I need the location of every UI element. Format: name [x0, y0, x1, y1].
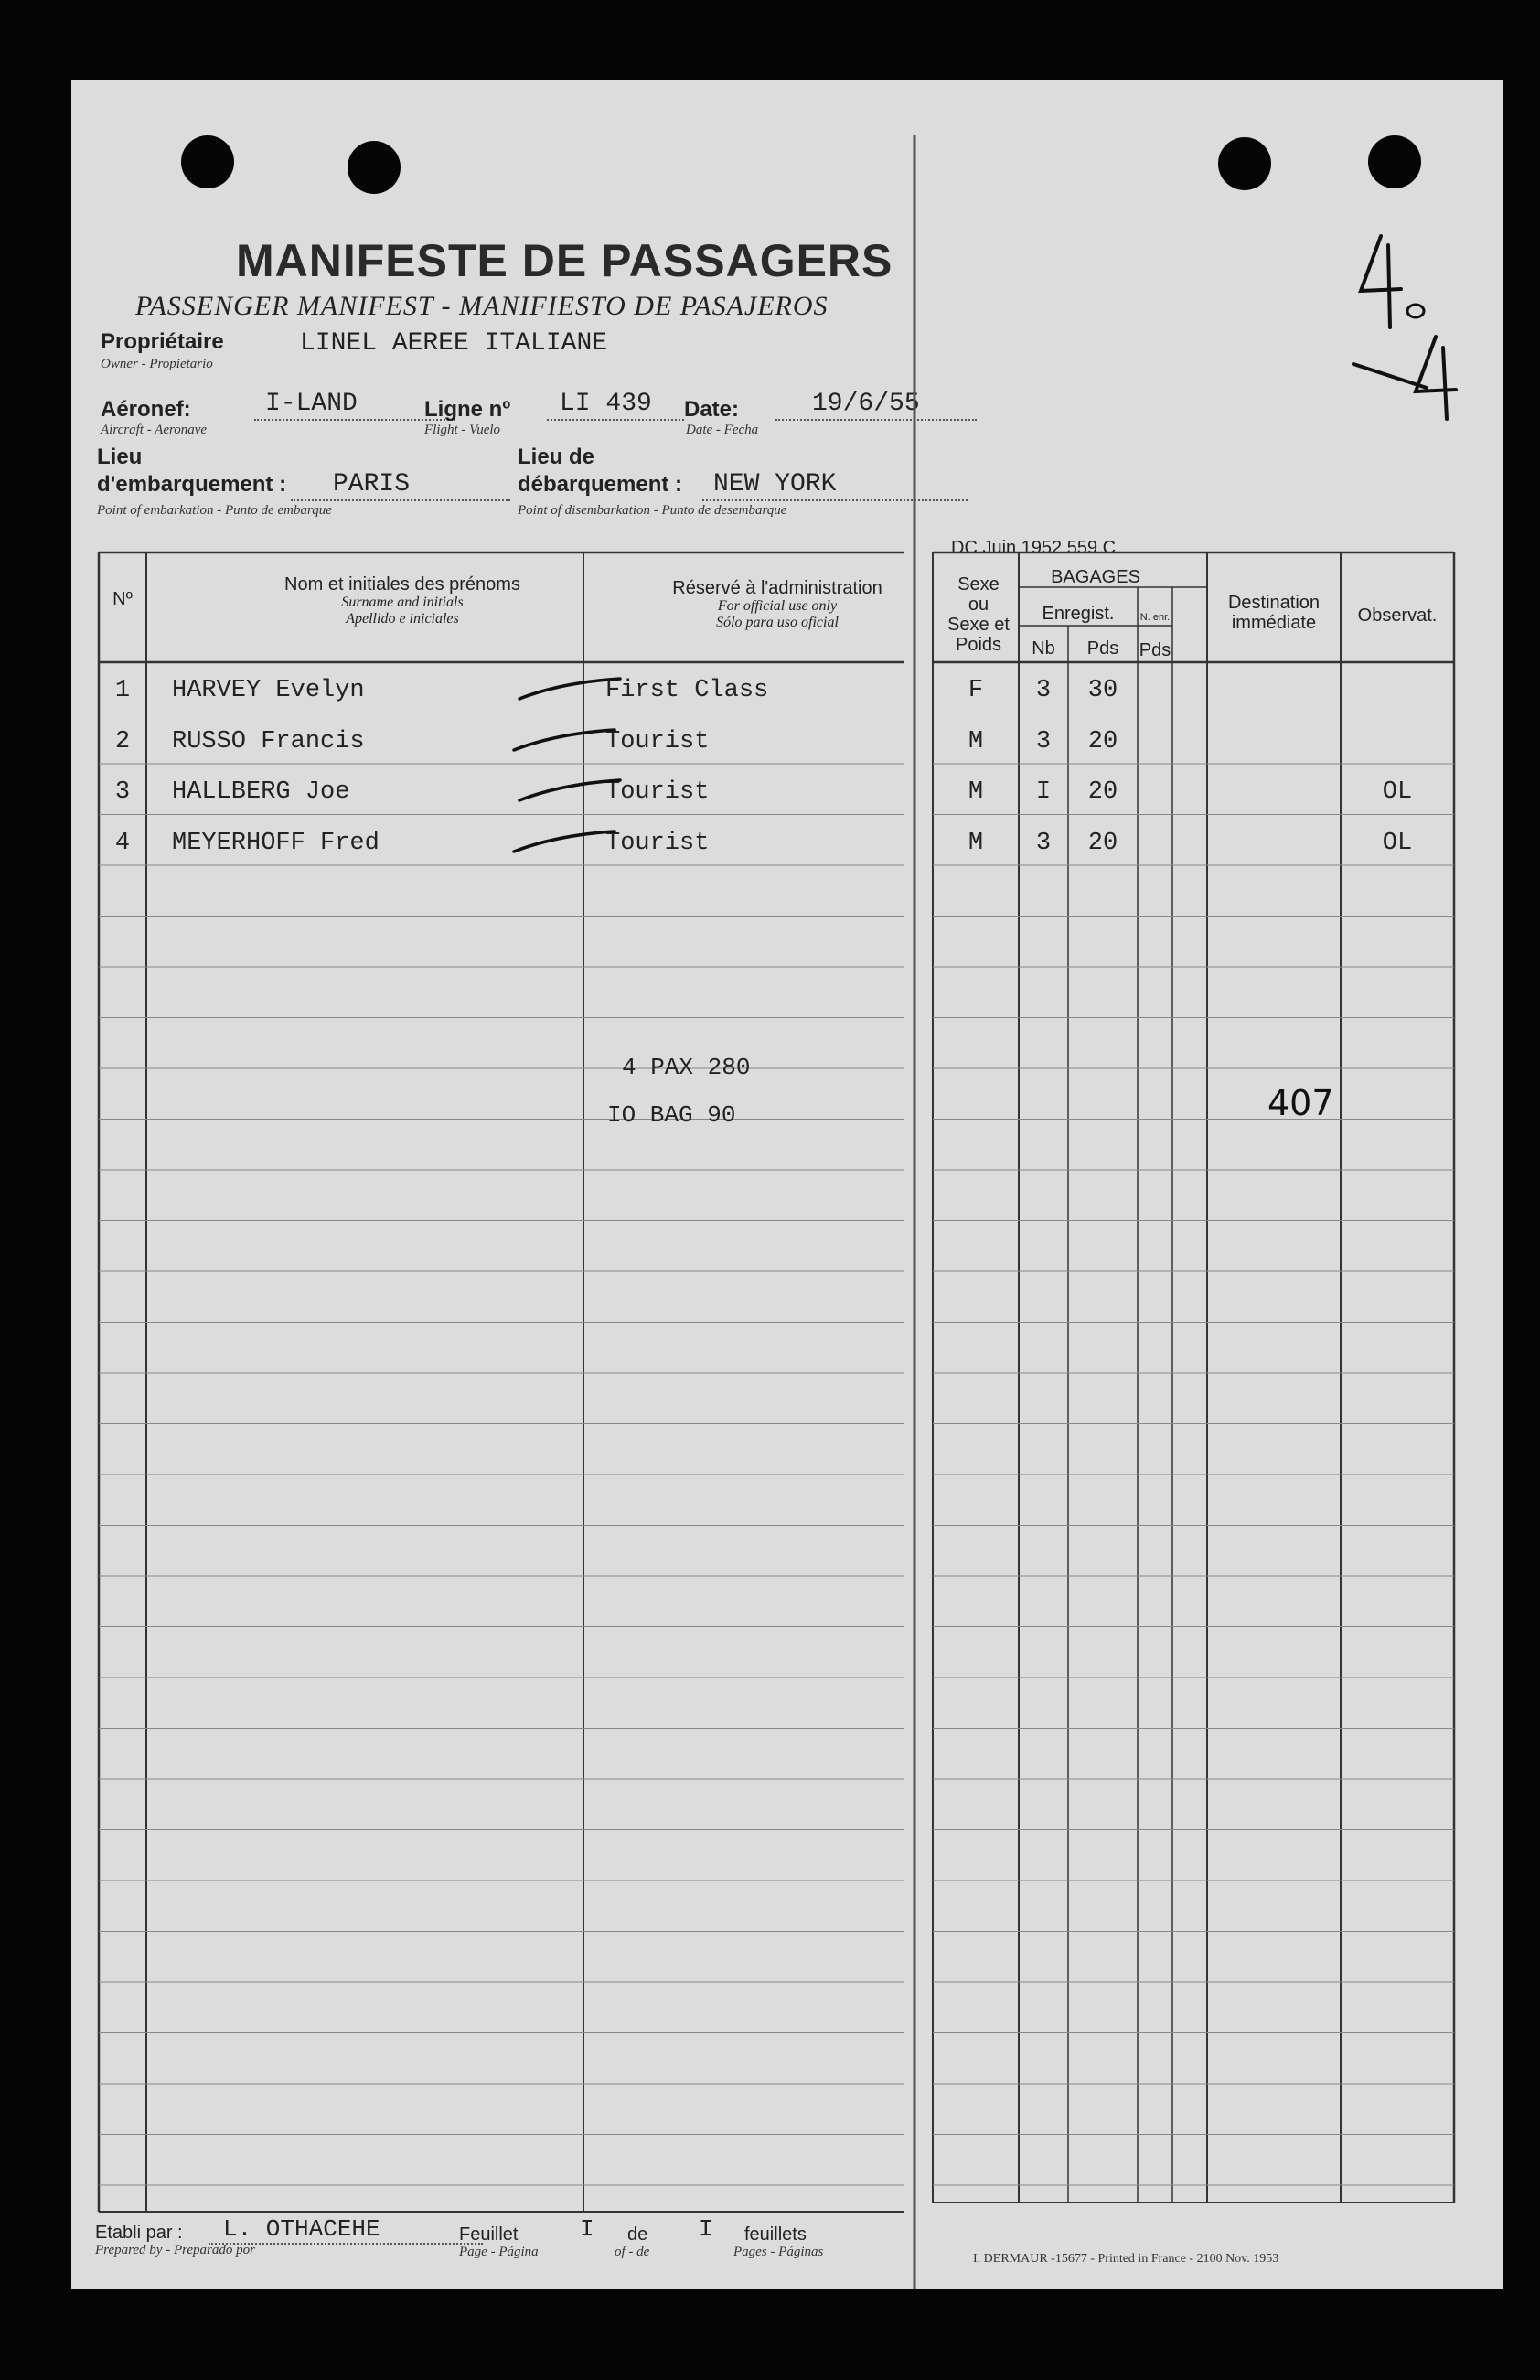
passenger-bag-count: I — [1035, 778, 1052, 806]
passenger-no: 4 — [114, 829, 131, 857]
embark-label-2: d'embarquement : — [97, 472, 287, 497]
passenger-class: First Class — [605, 677, 769, 704]
date-value: 19/6/55 — [812, 390, 920, 418]
table-row — [71, 671, 1503, 723]
col-admin-fr: Réservé à l'administration — [672, 578, 882, 598]
passenger-bag-weight: 20 — [1087, 778, 1118, 806]
total-bag: IO BAG 90 — [607, 1101, 736, 1129]
passenger-class: Tourist — [605, 778, 710, 806]
printer-imprint: I. DERMAUR -15677 - Printed in France - 2100 Nov. 1953 — [973, 2252, 1279, 2266]
sheet-sub: Page - Página — [459, 2245, 539, 2259]
sheets-sub: Pages - Páginas — [733, 2245, 824, 2259]
date-label: Date: — [684, 397, 740, 422]
col-destination-1: Destination — [1227, 593, 1321, 613]
col-sex-4: Poids — [955, 635, 1002, 655]
col-sex-3: Sexe et — [947, 615, 1010, 635]
disembark-label-1: Lieu de — [518, 445, 595, 469]
col-sex-2: ou — [968, 595, 989, 615]
passenger-bag-weight: 20 — [1087, 829, 1118, 857]
col-baggage: BAGAGES — [1051, 567, 1140, 587]
col-pds-unreg: Pds — [1139, 640, 1171, 660]
table-row — [71, 723, 1503, 774]
total-pax: 4 PAX 280 — [622, 1054, 751, 1081]
embark-sub: Point of embarkation - Punto de embarque — [97, 503, 332, 518]
handwritten-total: 407 — [1267, 1083, 1334, 1123]
of-value: I — [699, 2215, 713, 2243]
prepared-value: L. OTHACEHE — [223, 2215, 380, 2243]
page-title: MANIFESTE DE PASSAGERS — [236, 235, 893, 286]
col-name-fr: Nom et initiales des prénoms — [284, 574, 520, 595]
prepared-label: Etabli par : — [95, 2223, 183, 2243]
of-sub: of - de — [615, 2245, 650, 2259]
manifest-table-grid — [71, 80, 1503, 2289]
col-observations: Observat. — [1357, 606, 1438, 626]
pen-stroke — [510, 723, 620, 759]
passenger-sex: M — [968, 727, 984, 756]
passenger-bag-weight: 30 — [1087, 677, 1118, 704]
of-label: de — [627, 2225, 648, 2245]
col-name-en: Surname and initials — [341, 595, 464, 610]
col-name-es: Apellido e iniciales — [346, 611, 459, 627]
col-name — [148, 574, 657, 627]
pen-stroke — [516, 773, 626, 809]
passenger-name: RUSSO Francis — [172, 727, 365, 756]
passenger-no: 2 — [114, 727, 131, 756]
col-admin — [585, 578, 969, 631]
passenger-name: HARVEY Evelyn — [172, 677, 365, 704]
manifest-sheet — [71, 80, 1503, 2289]
prepared-line — [209, 2243, 483, 2245]
col-admin-en: For official use only — [717, 598, 838, 614]
passenger-class: Tourist — [605, 727, 710, 756]
col-unregistered: N. enr. — [1139, 612, 1171, 623]
passenger-name: HALLBERG Joe — [172, 778, 350, 806]
col-no: Nº — [112, 589, 133, 609]
pen-stroke — [516, 671, 626, 708]
aircraft-value: I-LAND — [265, 390, 358, 418]
col-destination — [1207, 593, 1341, 633]
page-subtitle: PASSENGER MANIFEST - MANIFIESTO DE PASAJEROS — [135, 291, 829, 321]
flight-sub: Flight - Vuelo — [424, 423, 501, 437]
col-nb: Nb — [1032, 638, 1055, 659]
date-sub: Date - Fecha — [686, 423, 759, 437]
sheets-label: feuillets — [744, 2225, 807, 2245]
disembark-value: NEW YORK — [713, 470, 837, 499]
col-sex — [933, 574, 1024, 655]
col-pds: Pds — [1086, 638, 1119, 659]
pen-stroke — [510, 824, 620, 861]
passenger-no: 3 — [114, 778, 131, 806]
prepared-sub: Prepared by - Preparado por — [95, 2243, 255, 2257]
form-reference: DC Juin 1952 559 C — [951, 538, 1117, 558]
passenger-bag-weight: 20 — [1087, 727, 1118, 756]
col-sex-1: Sexe — [957, 574, 1000, 595]
aircraft-sub: Aircraft - Aeronave — [101, 423, 208, 437]
passenger-observation: OL — [1382, 778, 1413, 806]
embark-label-1: Lieu — [97, 445, 143, 469]
passenger-bag-count: 3 — [1035, 677, 1052, 704]
passenger-class: Tourist — [605, 829, 710, 857]
passenger-sex: M — [968, 829, 984, 857]
owner-sub: Owner - Propietario — [101, 357, 213, 371]
sheet-value: I — [580, 2215, 594, 2243]
aircraft-label: Aéronef: — [101, 397, 191, 422]
col-destination-2: immédiate — [1231, 613, 1317, 633]
disembark-label-2: débarquement : — [518, 472, 683, 497]
col-registered: Enregist. — [1042, 604, 1115, 624]
flight-label: Ligne nº — [424, 397, 511, 422]
owner-label: Propriétaire — [101, 329, 224, 354]
sheet-label: Feuillet — [459, 2225, 519, 2245]
passenger-sex: F — [968, 677, 984, 704]
passenger-bag-count: 3 — [1035, 829, 1052, 857]
passenger-no: 1 — [114, 677, 131, 704]
disembark-sub: Point of disembarkation - Punto de desembarque — [518, 503, 787, 518]
col-admin-es: Sólo para uso oficial — [716, 615, 839, 630]
flight-value: LI 439 — [560, 390, 652, 418]
passenger-sex: M — [968, 778, 984, 806]
table-row — [71, 824, 1503, 875]
embark-value: PARIS — [333, 470, 411, 499]
table-row — [71, 773, 1503, 824]
owner-value: LINEL AEREE ITALIANE — [300, 329, 608, 358]
passenger-name: MEYERHOFF Fred — [172, 829, 380, 857]
passenger-observation: OL — [1382, 829, 1413, 857]
passenger-bag-count: 3 — [1035, 727, 1052, 756]
